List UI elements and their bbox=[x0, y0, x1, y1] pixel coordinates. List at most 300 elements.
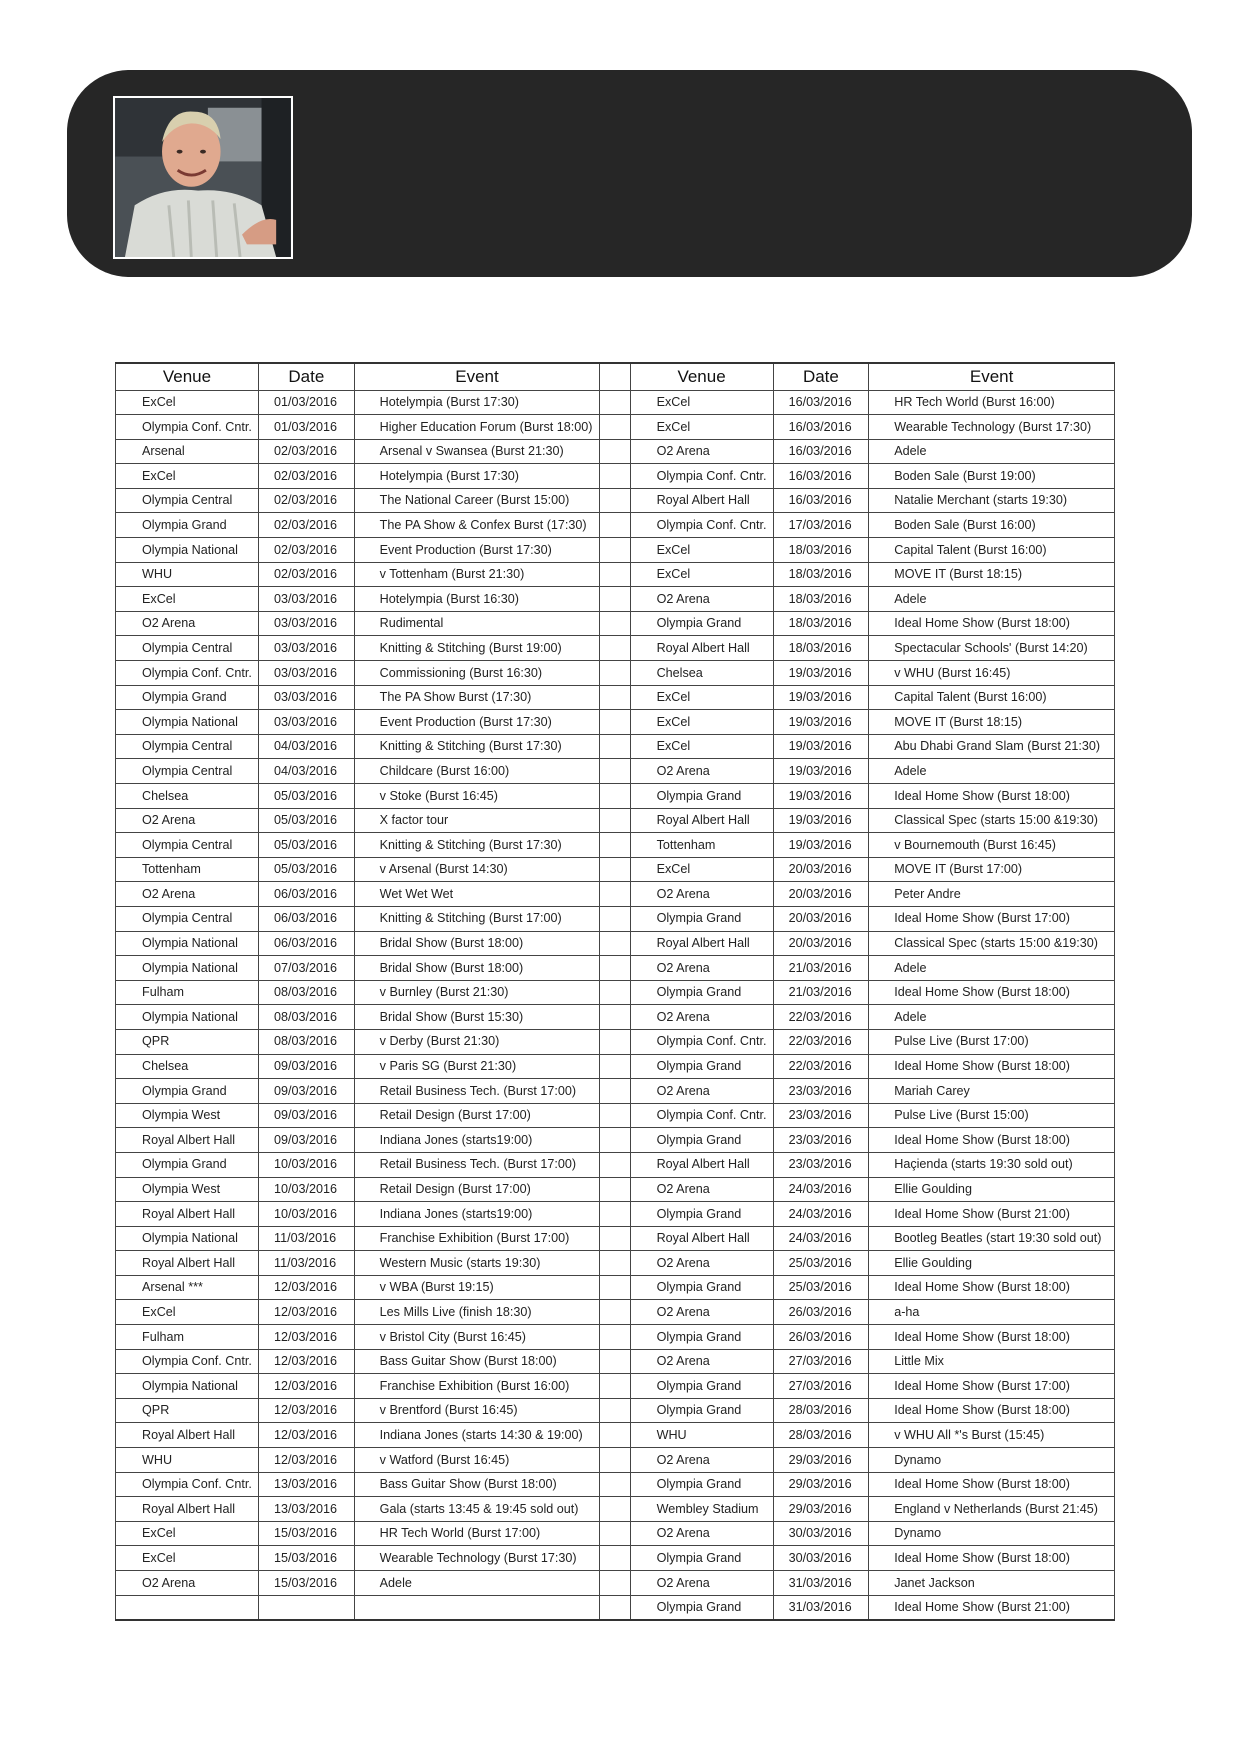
date-cell: 09/03/2016 bbox=[259, 1128, 355, 1153]
event-cell: Haçienda (starts 19:30 sold out) bbox=[869, 1152, 1115, 1177]
event-cell: a-ha bbox=[869, 1300, 1115, 1325]
profile-photo bbox=[113, 96, 293, 259]
date-cell: 02/03/2016 bbox=[259, 439, 355, 464]
date-cell: 18/03/2016 bbox=[773, 538, 869, 563]
column-gap bbox=[600, 562, 630, 587]
event-cell: Bootleg Beatles (start 19:30 sold out) bbox=[869, 1226, 1115, 1251]
event-cell: v Tottenham (Burst 21:30) bbox=[354, 562, 600, 587]
date-cell: 18/03/2016 bbox=[773, 611, 869, 636]
event-cell: Indiana Jones (starts 14:30 & 19:00) bbox=[354, 1423, 600, 1448]
event-header: Event bbox=[354, 363, 600, 390]
venue-cell: Olympia West bbox=[116, 1103, 259, 1128]
event-cell: MOVE IT (Burst 18:15) bbox=[869, 710, 1115, 735]
table-row bbox=[116, 488, 1115, 513]
column-gap bbox=[600, 1029, 630, 1054]
event-cell: v Derby (Burst 21:30) bbox=[354, 1029, 600, 1054]
date-cell: 12/03/2016 bbox=[259, 1349, 355, 1374]
date-cell: 12/03/2016 bbox=[259, 1300, 355, 1325]
date-cell: 02/03/2016 bbox=[259, 488, 355, 513]
column-gap bbox=[600, 1152, 630, 1177]
column-gap bbox=[600, 956, 630, 981]
event-cell: Ideal Home Show (Burst 21:00) bbox=[869, 1202, 1115, 1227]
venue-cell: Tottenham bbox=[630, 833, 773, 858]
column-gap bbox=[600, 759, 630, 784]
event-cell: Ellie Goulding bbox=[869, 1177, 1115, 1202]
venue-cell: ExCel bbox=[630, 734, 773, 759]
venue-cell: Olympia Grand bbox=[630, 1275, 773, 1300]
column-gap bbox=[600, 1595, 630, 1620]
date-cell: 18/03/2016 bbox=[773, 636, 869, 661]
venue-cell: Olympia Grand bbox=[630, 611, 773, 636]
venue-cell: Royal Albert Hall bbox=[630, 1226, 773, 1251]
venue-cell: Olympia Conf. Cntr. bbox=[630, 1029, 773, 1054]
date-cell: 24/03/2016 bbox=[773, 1226, 869, 1251]
venue-cell: ExCel bbox=[630, 857, 773, 882]
date-cell: 16/03/2016 bbox=[773, 464, 869, 489]
venue-cell: Fulham bbox=[116, 1325, 259, 1350]
venue-cell: Olympia National bbox=[116, 931, 259, 956]
venue-cell: Olympia Grand bbox=[116, 1152, 259, 1177]
venue-cell: Royal Albert Hall bbox=[116, 1497, 259, 1522]
venue-cell: Royal Albert Hall bbox=[630, 488, 773, 513]
venue-cell: Royal Albert Hall bbox=[116, 1128, 259, 1153]
date-cell: 12/03/2016 bbox=[259, 1398, 355, 1423]
event-cell: Gala (starts 13:45 & 19:45 sold out) bbox=[354, 1497, 600, 1522]
date-cell: 20/03/2016 bbox=[773, 882, 869, 907]
column-gap bbox=[600, 1472, 630, 1497]
event-cell: Adele bbox=[869, 439, 1115, 464]
event-cell: Event Production (Burst 17:30) bbox=[354, 538, 600, 563]
venue-cell: QPR bbox=[116, 1029, 259, 1054]
column-gap bbox=[600, 685, 630, 710]
venue-cell: Fulham bbox=[116, 980, 259, 1005]
table-row bbox=[116, 464, 1115, 489]
date-cell: 18/03/2016 bbox=[773, 562, 869, 587]
event-cell: Ideal Home Show (Burst 18:00) bbox=[869, 1546, 1115, 1571]
event-cell: Abu Dhabi Grand Slam (Burst 21:30) bbox=[869, 734, 1115, 759]
venue-cell: Olympia Grand bbox=[116, 685, 259, 710]
venue-cell: Royal Albert Hall bbox=[116, 1202, 259, 1227]
event-cell: Adele bbox=[869, 1005, 1115, 1030]
column-gap bbox=[600, 587, 630, 612]
event-cell: Commissioning (Burst 16:30) bbox=[354, 661, 600, 686]
venue-cell: O2 Arena bbox=[116, 611, 259, 636]
date-cell: 19/03/2016 bbox=[773, 734, 869, 759]
event-cell: Ideal Home Show (Burst 18:00) bbox=[869, 1398, 1115, 1423]
table-row bbox=[116, 1152, 1115, 1177]
event-cell: Little Mix bbox=[869, 1349, 1115, 1374]
venue-cell: Olympia Grand bbox=[630, 1595, 773, 1620]
date-cell: 22/03/2016 bbox=[773, 1005, 869, 1030]
column-gap bbox=[600, 464, 630, 489]
column-gap bbox=[600, 1275, 630, 1300]
event-cell: Retail Design (Burst 17:00) bbox=[354, 1177, 600, 1202]
column-gap bbox=[600, 1079, 630, 1104]
venue-cell: Olympia Conf. Cntr. bbox=[630, 1103, 773, 1128]
venue-cell: Olympia National bbox=[116, 1226, 259, 1251]
date-cell: 09/03/2016 bbox=[259, 1079, 355, 1104]
date-cell: 07/03/2016 bbox=[259, 956, 355, 981]
column-gap bbox=[600, 1521, 630, 1546]
event-cell: Ideal Home Show (Burst 18:00) bbox=[869, 1275, 1115, 1300]
column-gap bbox=[600, 808, 630, 833]
venue-cell: O2 Arena bbox=[116, 882, 259, 907]
date-cell: 19/03/2016 bbox=[773, 784, 869, 809]
event-cell: Adele bbox=[869, 587, 1115, 612]
table-row bbox=[116, 906, 1115, 931]
date-cell: 05/03/2016 bbox=[259, 808, 355, 833]
date-cell: 09/03/2016 bbox=[259, 1054, 355, 1079]
event-cell: Indiana Jones (starts19:00) bbox=[354, 1128, 600, 1153]
venue-cell: Royal Albert Hall bbox=[630, 931, 773, 956]
venue-cell: O2 Arena bbox=[630, 1349, 773, 1374]
column-gap bbox=[600, 415, 630, 440]
event-cell: Capital Talent (Burst 16:00) bbox=[869, 685, 1115, 710]
column-gap bbox=[600, 710, 630, 735]
venue-cell: Olympia Grand bbox=[116, 513, 259, 538]
date-cell: 03/03/2016 bbox=[259, 611, 355, 636]
table-row bbox=[116, 1497, 1115, 1522]
column-gap bbox=[600, 1497, 630, 1522]
date-cell: 11/03/2016 bbox=[259, 1226, 355, 1251]
column-gap bbox=[600, 439, 630, 464]
venue-cell: O2 Arena bbox=[630, 1571, 773, 1596]
event-cell: HR Tech World (Burst 16:00) bbox=[869, 390, 1115, 415]
event-cell: Retail Business Tech. (Burst 17:00) bbox=[354, 1152, 600, 1177]
venue-cell: Olympia Central bbox=[116, 833, 259, 858]
event-cell: Rudimental bbox=[354, 611, 600, 636]
column-gap bbox=[600, 488, 630, 513]
table-row bbox=[116, 439, 1115, 464]
venue-cell: ExCel bbox=[630, 538, 773, 563]
venue-cell: Olympia Grand bbox=[630, 1202, 773, 1227]
date-cell: 28/03/2016 bbox=[773, 1398, 869, 1423]
venue-cell: WHU bbox=[116, 562, 259, 587]
date-cell: 12/03/2016 bbox=[259, 1374, 355, 1399]
date-cell: 19/03/2016 bbox=[773, 808, 869, 833]
venue-cell: Olympia Grand bbox=[630, 1054, 773, 1079]
event-cell: Bridal Show (Burst 18:00) bbox=[354, 956, 600, 981]
event-cell: v Watford (Burst 16:45) bbox=[354, 1448, 600, 1473]
table-row bbox=[116, 759, 1115, 784]
date-cell: 06/03/2016 bbox=[259, 931, 355, 956]
event-cell: Dynamo bbox=[869, 1448, 1115, 1473]
venue-header: Venue bbox=[116, 363, 259, 390]
event-cell: Peter Andre bbox=[869, 882, 1115, 907]
event-cell: Janet Jackson bbox=[869, 1571, 1115, 1596]
date-cell: 04/03/2016 bbox=[259, 734, 355, 759]
date-cell: 29/03/2016 bbox=[773, 1448, 869, 1473]
date-cell: 16/03/2016 bbox=[773, 415, 869, 440]
venue-cell: O2 Arena bbox=[630, 759, 773, 784]
table-row bbox=[116, 611, 1115, 636]
date-cell: 16/03/2016 bbox=[773, 439, 869, 464]
column-gap bbox=[600, 931, 630, 956]
venue-cell: O2 Arena bbox=[630, 956, 773, 981]
event-cell bbox=[354, 1595, 600, 1620]
event-cell: Event Production (Burst 17:30) bbox=[354, 710, 600, 735]
venue-cell: Wembley Stadium bbox=[630, 1497, 773, 1522]
date-cell: 19/03/2016 bbox=[773, 759, 869, 784]
table-row bbox=[116, 1398, 1115, 1423]
venue-cell: O2 Arena bbox=[630, 1521, 773, 1546]
table-row bbox=[116, 1423, 1115, 1448]
date-cell: 23/03/2016 bbox=[773, 1152, 869, 1177]
table-row bbox=[116, 956, 1115, 981]
date-cell: 12/03/2016 bbox=[259, 1423, 355, 1448]
table-row bbox=[116, 1029, 1115, 1054]
event-cell: Mariah Carey bbox=[869, 1079, 1115, 1104]
column-gap bbox=[600, 1128, 630, 1153]
date-cell: 17/03/2016 bbox=[773, 513, 869, 538]
venue-cell: Olympia Grand bbox=[630, 1325, 773, 1350]
venue-cell bbox=[116, 1595, 259, 1620]
table-row bbox=[116, 734, 1115, 759]
date-cell: 12/03/2016 bbox=[259, 1275, 355, 1300]
event-cell: The National Career (Burst 15:00) bbox=[354, 488, 600, 513]
venue-cell: Olympia Grand bbox=[630, 906, 773, 931]
table-row bbox=[116, 1546, 1115, 1571]
event-cell: England v Netherlands (Burst 21:45) bbox=[869, 1497, 1115, 1522]
date-cell: 16/03/2016 bbox=[773, 488, 869, 513]
table-row bbox=[116, 710, 1115, 735]
venue-cell: ExCel bbox=[116, 464, 259, 489]
table-row bbox=[116, 931, 1115, 956]
column-gap bbox=[600, 1398, 630, 1423]
event-header: Event bbox=[869, 363, 1115, 390]
date-cell: 08/03/2016 bbox=[259, 1005, 355, 1030]
venue-cell: ExCel bbox=[630, 710, 773, 735]
date-cell: 20/03/2016 bbox=[773, 931, 869, 956]
venue-cell: Royal Albert Hall bbox=[630, 636, 773, 661]
venue-cell: Olympia Conf. Cntr. bbox=[116, 415, 259, 440]
date-cell bbox=[259, 1595, 355, 1620]
date-cell: 19/03/2016 bbox=[773, 833, 869, 858]
event-cell: Pulse Live (Burst 17:00) bbox=[869, 1029, 1115, 1054]
event-cell: HR Tech World (Burst 17:00) bbox=[354, 1521, 600, 1546]
event-cell: v Stoke (Burst 16:45) bbox=[354, 784, 600, 809]
table-row bbox=[116, 661, 1115, 686]
column-gap bbox=[600, 390, 630, 415]
event-cell: Les Mills Live (finish 18:30) bbox=[354, 1300, 600, 1325]
event-cell: Ideal Home Show (Burst 17:00) bbox=[869, 1374, 1115, 1399]
column-gap bbox=[600, 1448, 630, 1473]
event-cell: Dynamo bbox=[869, 1521, 1115, 1546]
column-gap bbox=[600, 1177, 630, 1202]
date-cell: 13/03/2016 bbox=[259, 1497, 355, 1522]
event-cell: Arsenal v Swansea (Burst 21:30) bbox=[354, 439, 600, 464]
table-row bbox=[116, 1202, 1115, 1227]
date-cell: 03/03/2016 bbox=[259, 587, 355, 612]
table-row bbox=[116, 1472, 1115, 1497]
date-cell: 05/03/2016 bbox=[259, 833, 355, 858]
table-row bbox=[116, 1325, 1115, 1350]
event-cell: Spectacular Schools' (Burst 14:20) bbox=[869, 636, 1115, 661]
event-cell: Bass Guitar Show (Burst 18:00) bbox=[354, 1349, 600, 1374]
event-cell: Bridal Show (Burst 15:30) bbox=[354, 1005, 600, 1030]
table-row bbox=[116, 857, 1115, 882]
venue-cell: Olympia National bbox=[116, 710, 259, 735]
table-row bbox=[116, 1448, 1115, 1473]
date-cell: 05/03/2016 bbox=[259, 784, 355, 809]
event-cell: Childcare (Burst 16:00) bbox=[354, 759, 600, 784]
date-cell: 26/03/2016 bbox=[773, 1300, 869, 1325]
venue-cell: Olympia Conf. Cntr. bbox=[116, 661, 259, 686]
date-cell: 22/03/2016 bbox=[773, 1029, 869, 1054]
table-row bbox=[116, 587, 1115, 612]
venue-cell: O2 Arena bbox=[630, 439, 773, 464]
column-gap bbox=[600, 636, 630, 661]
table-row bbox=[116, 1251, 1115, 1276]
event-cell: Higher Education Forum (Burst 18:00) bbox=[354, 415, 600, 440]
column-gap bbox=[600, 363, 630, 390]
column-gap bbox=[600, 1571, 630, 1596]
event-cell: v Burnley (Burst 21:30) bbox=[354, 980, 600, 1005]
date-cell: 25/03/2016 bbox=[773, 1251, 869, 1276]
event-cell: Adele bbox=[869, 759, 1115, 784]
event-cell: Ideal Home Show (Burst 21:00) bbox=[869, 1595, 1115, 1620]
venue-cell: Olympia Grand bbox=[630, 1398, 773, 1423]
date-cell: 03/03/2016 bbox=[259, 685, 355, 710]
table-row bbox=[116, 1128, 1115, 1153]
venue-cell: O2 Arena bbox=[630, 587, 773, 612]
event-cell: Knitting & Stitching (Burst 17:30) bbox=[354, 833, 600, 858]
date-cell: 30/03/2016 bbox=[773, 1521, 869, 1546]
event-cell: Knitting & Stitching (Burst 19:00) bbox=[354, 636, 600, 661]
column-gap bbox=[600, 1251, 630, 1276]
venue-cell: O2 Arena bbox=[630, 1251, 773, 1276]
table-row bbox=[116, 784, 1115, 809]
event-cell: Hotelympia (Burst 17:30) bbox=[354, 390, 600, 415]
column-gap bbox=[600, 734, 630, 759]
date-cell: 06/03/2016 bbox=[259, 882, 355, 907]
table-row bbox=[116, 833, 1115, 858]
venue-cell: ExCel bbox=[116, 1521, 259, 1546]
table-row bbox=[116, 513, 1115, 538]
column-gap bbox=[600, 538, 630, 563]
date-cell: 08/03/2016 bbox=[259, 1029, 355, 1054]
date-cell: 03/03/2016 bbox=[259, 636, 355, 661]
date-cell: 23/03/2016 bbox=[773, 1079, 869, 1104]
event-cell: Knitting & Stitching (Burst 17:30) bbox=[354, 734, 600, 759]
venue-cell: Olympia Central bbox=[116, 759, 259, 784]
date-cell: 12/03/2016 bbox=[259, 1325, 355, 1350]
column-gap bbox=[600, 833, 630, 858]
event-cell: Indiana Jones (starts19:00) bbox=[354, 1202, 600, 1227]
date-cell: 10/03/2016 bbox=[259, 1202, 355, 1227]
column-gap bbox=[600, 611, 630, 636]
event-cell: Boden Sale (Burst 19:00) bbox=[869, 464, 1115, 489]
venue-cell: O2 Arena bbox=[630, 882, 773, 907]
column-gap bbox=[600, 1325, 630, 1350]
date-cell: 15/03/2016 bbox=[259, 1546, 355, 1571]
venue-cell: Olympia Grand bbox=[116, 1079, 259, 1104]
date-cell: 13/03/2016 bbox=[259, 1472, 355, 1497]
venue-cell: Olympia National bbox=[116, 538, 259, 563]
event-cell: MOVE IT (Burst 18:15) bbox=[869, 562, 1115, 587]
event-cell: Western Music (starts 19:30) bbox=[354, 1251, 600, 1276]
column-gap bbox=[600, 1300, 630, 1325]
venue-cell: ExCel bbox=[630, 562, 773, 587]
event-cell: v WHU All *'s Burst (15:45) bbox=[869, 1423, 1115, 1448]
venue-cell: ExCel bbox=[630, 685, 773, 710]
date-cell: 09/03/2016 bbox=[259, 1103, 355, 1128]
table-row bbox=[116, 1079, 1115, 1104]
column-gap bbox=[600, 1202, 630, 1227]
date-cell: 02/03/2016 bbox=[259, 562, 355, 587]
column-gap bbox=[600, 857, 630, 882]
column-gap bbox=[600, 980, 630, 1005]
event-cell: Franchise Exhibition (Burst 16:00) bbox=[354, 1374, 600, 1399]
venue-cell: ExCel bbox=[116, 1300, 259, 1325]
event-cell: Retail Business Tech. (Burst 17:00) bbox=[354, 1079, 600, 1104]
event-cell: Pulse Live (Burst 15:00) bbox=[869, 1103, 1115, 1128]
column-gap bbox=[600, 661, 630, 686]
event-cell: v Paris SG (Burst 21:30) bbox=[354, 1054, 600, 1079]
column-gap bbox=[600, 882, 630, 907]
table-row bbox=[116, 538, 1115, 563]
table-row bbox=[116, 415, 1115, 440]
column-gap bbox=[600, 1054, 630, 1079]
column-gap bbox=[600, 1226, 630, 1251]
event-cell: Adele bbox=[354, 1571, 600, 1596]
event-cell: v Bournemouth (Burst 16:45) bbox=[869, 833, 1115, 858]
column-gap bbox=[600, 1349, 630, 1374]
table-row bbox=[116, 562, 1115, 587]
event-cell: X factor tour bbox=[354, 808, 600, 833]
date-cell: 15/03/2016 bbox=[259, 1571, 355, 1596]
date-cell: 23/03/2016 bbox=[773, 1128, 869, 1153]
venue-cell: Olympia Grand bbox=[630, 1128, 773, 1153]
date-cell: 23/03/2016 bbox=[773, 1103, 869, 1128]
event-cell: The PA Show & Confex Burst (17:30) bbox=[354, 513, 600, 538]
date-cell: 03/03/2016 bbox=[259, 710, 355, 735]
table-row bbox=[116, 1054, 1115, 1079]
venue-cell: O2 Arena bbox=[630, 1005, 773, 1030]
event-cell: Hotelympia (Burst 16:30) bbox=[354, 587, 600, 612]
venue-cell: Chelsea bbox=[630, 661, 773, 686]
table-row bbox=[116, 636, 1115, 661]
venue-cell: O2 Arena bbox=[116, 808, 259, 833]
venue-cell: Olympia Conf. Cntr. bbox=[630, 513, 773, 538]
venue-cell: Olympia Conf. Cntr. bbox=[116, 1349, 259, 1374]
venue-cell: O2 Arena bbox=[630, 1177, 773, 1202]
event-cell: v Arsenal (Burst 14:30) bbox=[354, 857, 600, 882]
event-cell: Ideal Home Show (Burst 18:00) bbox=[869, 1054, 1115, 1079]
venue-cell: Olympia Grand bbox=[630, 1546, 773, 1571]
date-cell: 01/03/2016 bbox=[259, 415, 355, 440]
date-cell: 29/03/2016 bbox=[773, 1472, 869, 1497]
table-row bbox=[116, 1571, 1115, 1596]
date-cell: 20/03/2016 bbox=[773, 857, 869, 882]
venue-header: Venue bbox=[630, 363, 773, 390]
date-cell: 19/03/2016 bbox=[773, 685, 869, 710]
date-cell: 18/03/2016 bbox=[773, 587, 869, 612]
event-cell: Capital Talent (Burst 16:00) bbox=[869, 538, 1115, 563]
date-cell: 30/03/2016 bbox=[773, 1546, 869, 1571]
event-cell: Wearable Technology (Burst 17:30) bbox=[869, 415, 1115, 440]
date-cell: 05/03/2016 bbox=[259, 857, 355, 882]
table-row bbox=[116, 390, 1115, 415]
venue-cell: O2 Arena bbox=[630, 1300, 773, 1325]
date-cell: 01/03/2016 bbox=[259, 390, 355, 415]
column-gap bbox=[600, 1546, 630, 1571]
date-cell: 08/03/2016 bbox=[259, 980, 355, 1005]
event-cell: v Bristol City (Burst 16:45) bbox=[354, 1325, 600, 1350]
venue-cell: Chelsea bbox=[116, 784, 259, 809]
venue-cell: ExCel bbox=[630, 390, 773, 415]
event-cell: Bridal Show (Burst 18:00) bbox=[354, 931, 600, 956]
